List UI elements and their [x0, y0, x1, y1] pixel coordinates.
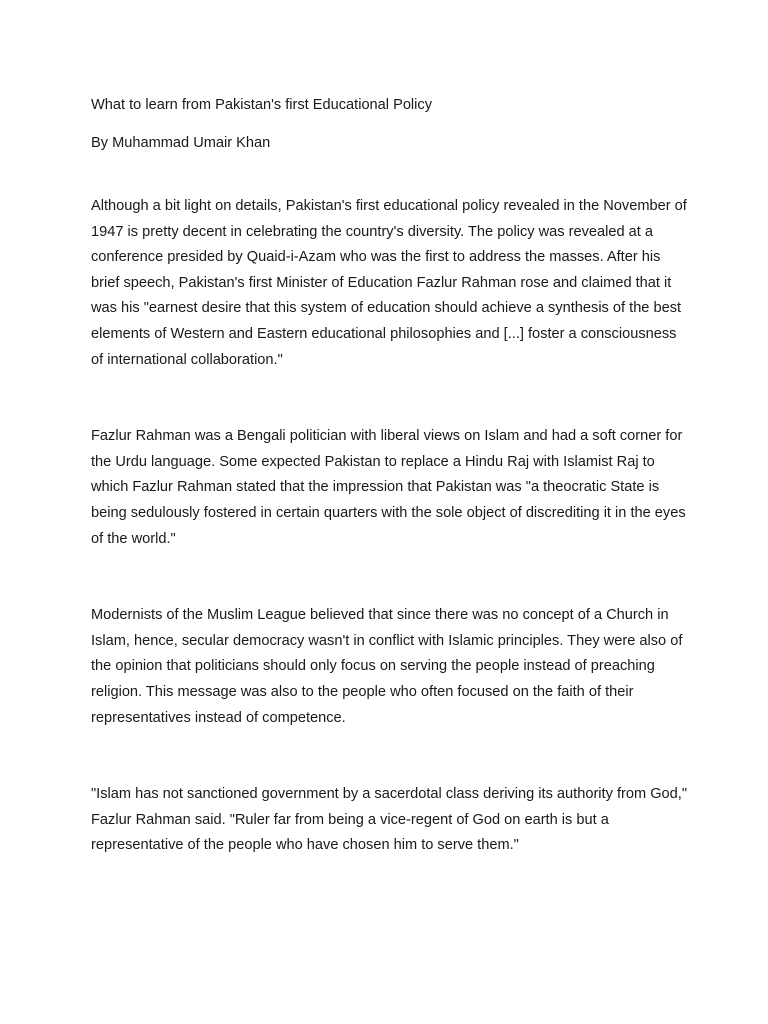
paragraph-2: Fazlur Rahman was a Bengali politician with liberal views on Islam and had a soft corner for the Urdu language. Some expected Pakistan to replace a Hindu Raj with Islamist Raj to which Fazlur Rahman stated that the impression that Pakistan was "a theocratic State is being sedulously fostered in certain quarters with the sole object of discrediting it in the eyes of the world."	[91, 428, 686, 547]
document-page	[91, 93, 691, 859]
article-byline: By Muhammad Umair Khan	[91, 134, 271, 151]
paragraph-4: "Islam has not sanctioned government by a sacerdotal class deriving its authority from God," Fazlur Rahman said. "Ruler far from being a vice-regent of God on earth is but a representative of the people who have chosen him to serve them."	[91, 786, 688, 854]
article-title: What to learn from Pakistan's first Educational Policy	[91, 97, 433, 113]
paragraph-1: Although a bit light on details, Pakistan's first educational policy revealed in the November of 1947 is pretty decent in celebrating the country's diversity. The policy was revealed at a conference presided by Quaid-i-Azam who was the first to address the masses. After his brief speech, Pakistan's first Minister of Education Fazlur Rahman rose and claimed that it was his "earnest desire that this system of education should achieve a synthesis of the best elements of Western and Eastern educational philosophies and [...] foster a consciousness of international collaboration."	[91, 198, 687, 368]
paragraph-3: Modernists of the Muslim League believed that since there was no concept of a Church in Islam, hence, secular democracy wasn't in conflict with Islamic principles. They were also of the opinion that politicians should only focus on serving the people instead of preaching religion. This message was also to the people who often focused on the faith of their representatives instead of competence.	[91, 607, 683, 726]
